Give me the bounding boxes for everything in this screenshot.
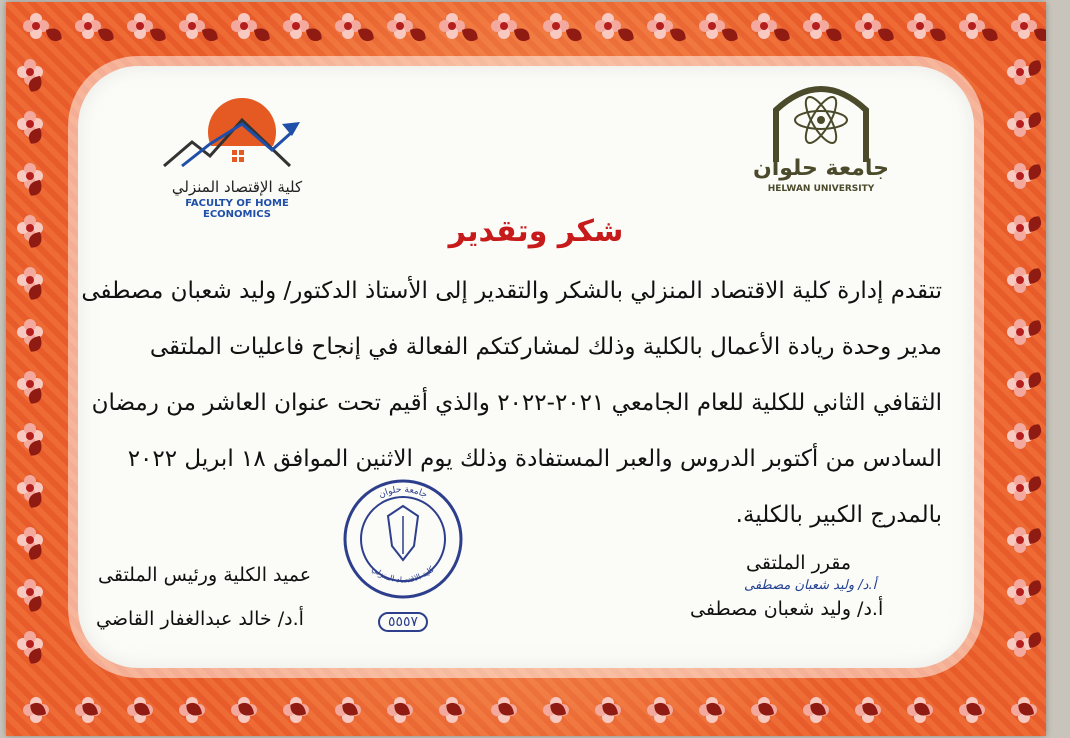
flower-ornament: [803, 13, 829, 39]
flower-ornament: [283, 13, 309, 39]
flower-ornament: [959, 13, 985, 39]
flower-ornament: [127, 13, 153, 39]
flower-ornament: [543, 13, 569, 39]
flower-ornament: [23, 13, 49, 39]
certificate-title: شكر وتقدير: [448, 214, 624, 249]
helwan-logo-arabic: جامعة حلوان: [752, 156, 890, 181]
flower-ornament: [1011, 13, 1037, 39]
flower-ornament: [491, 13, 517, 39]
right-handwritten-signature: أ.د/ وليد شعبان مصطفى: [744, 578, 877, 593]
flower-ornament: [75, 13, 101, 39]
right-signatory-role: مقرر الملتقى: [746, 552, 852, 574]
left-signatory-role: عميد الكلية ورئيس الملتقى: [98, 564, 312, 586]
flower-ornament: [179, 13, 205, 39]
left-signatory-name: أ.د/ خالد عبدالغفار القاضي: [96, 608, 304, 630]
stamp-number: ٥٥٥٧: [378, 612, 428, 632]
flower-ornament: [647, 13, 673, 39]
helwan-logo-english: HELWAN UNIVERSITY: [767, 184, 875, 194]
body-line-4: السادس من أكتوبر الدروس والعبر المستفادة وذلك يوم الاثنين الموافق ١٨ ابريل ٢٠٢٢: [127, 446, 942, 472]
flower-ornament: [595, 13, 621, 39]
helwan-university-logo: [746, 80, 896, 200]
body-line-1: تتقدم إدارة كلية الاقتصاد المنزلي بالشكر والتقدير إلى الأستاذ الدكتور/ وليد شعبان مصطفى: [81, 278, 942, 304]
flower-ornament: [907, 13, 933, 39]
body-line-2: مدير وحدة ريادة الأعمال بالكلية وذلك لمشاركتكم الفعالة في إنجاح فاعليات الملتقى: [149, 334, 942, 360]
body-line-5: بالمدرج الكبير بالكلية.: [735, 502, 942, 528]
stamp-top-text: جامعة حلوان: [377, 484, 429, 501]
flower-ornament: [231, 13, 257, 39]
official-stamp: [340, 476, 466, 602]
house-sun-icon: [152, 94, 332, 184]
faculty-logo-english: FACULTY OF HOME ECONOMICS: [185, 198, 289, 220]
flower-ornament: [699, 13, 725, 39]
stamp-bottom-text: كلية الاقتصاد المنزلي: [370, 564, 436, 585]
faculty-logo: [152, 94, 332, 220]
atom-arch-icon: [746, 80, 896, 162]
flower-ornament: [387, 13, 413, 39]
certificate: [6, 2, 1046, 736]
flower-ornament: [751, 13, 777, 39]
flower-ornament: [855, 13, 881, 39]
svg-text:جامعة حلوان: [377, 485, 429, 501]
flower-ornament: [439, 13, 465, 39]
body-line-3: الثقافي الثاني للكلية للعام الجامعي ٢٠٢١-٢٠٢٢ والذي أقيم تحت عنوان العاشر من رمضان: [91, 390, 942, 416]
right-signatory-name: أ.د/ وليد شعبان مصطفى: [690, 598, 884, 620]
faculty-logo-arabic: كلية الإقتصاد المنزلي: [171, 178, 303, 196]
flower-ornament: [335, 13, 361, 39]
svg-text:كلية الاقتصاد المنزلي: [370, 565, 436, 585]
